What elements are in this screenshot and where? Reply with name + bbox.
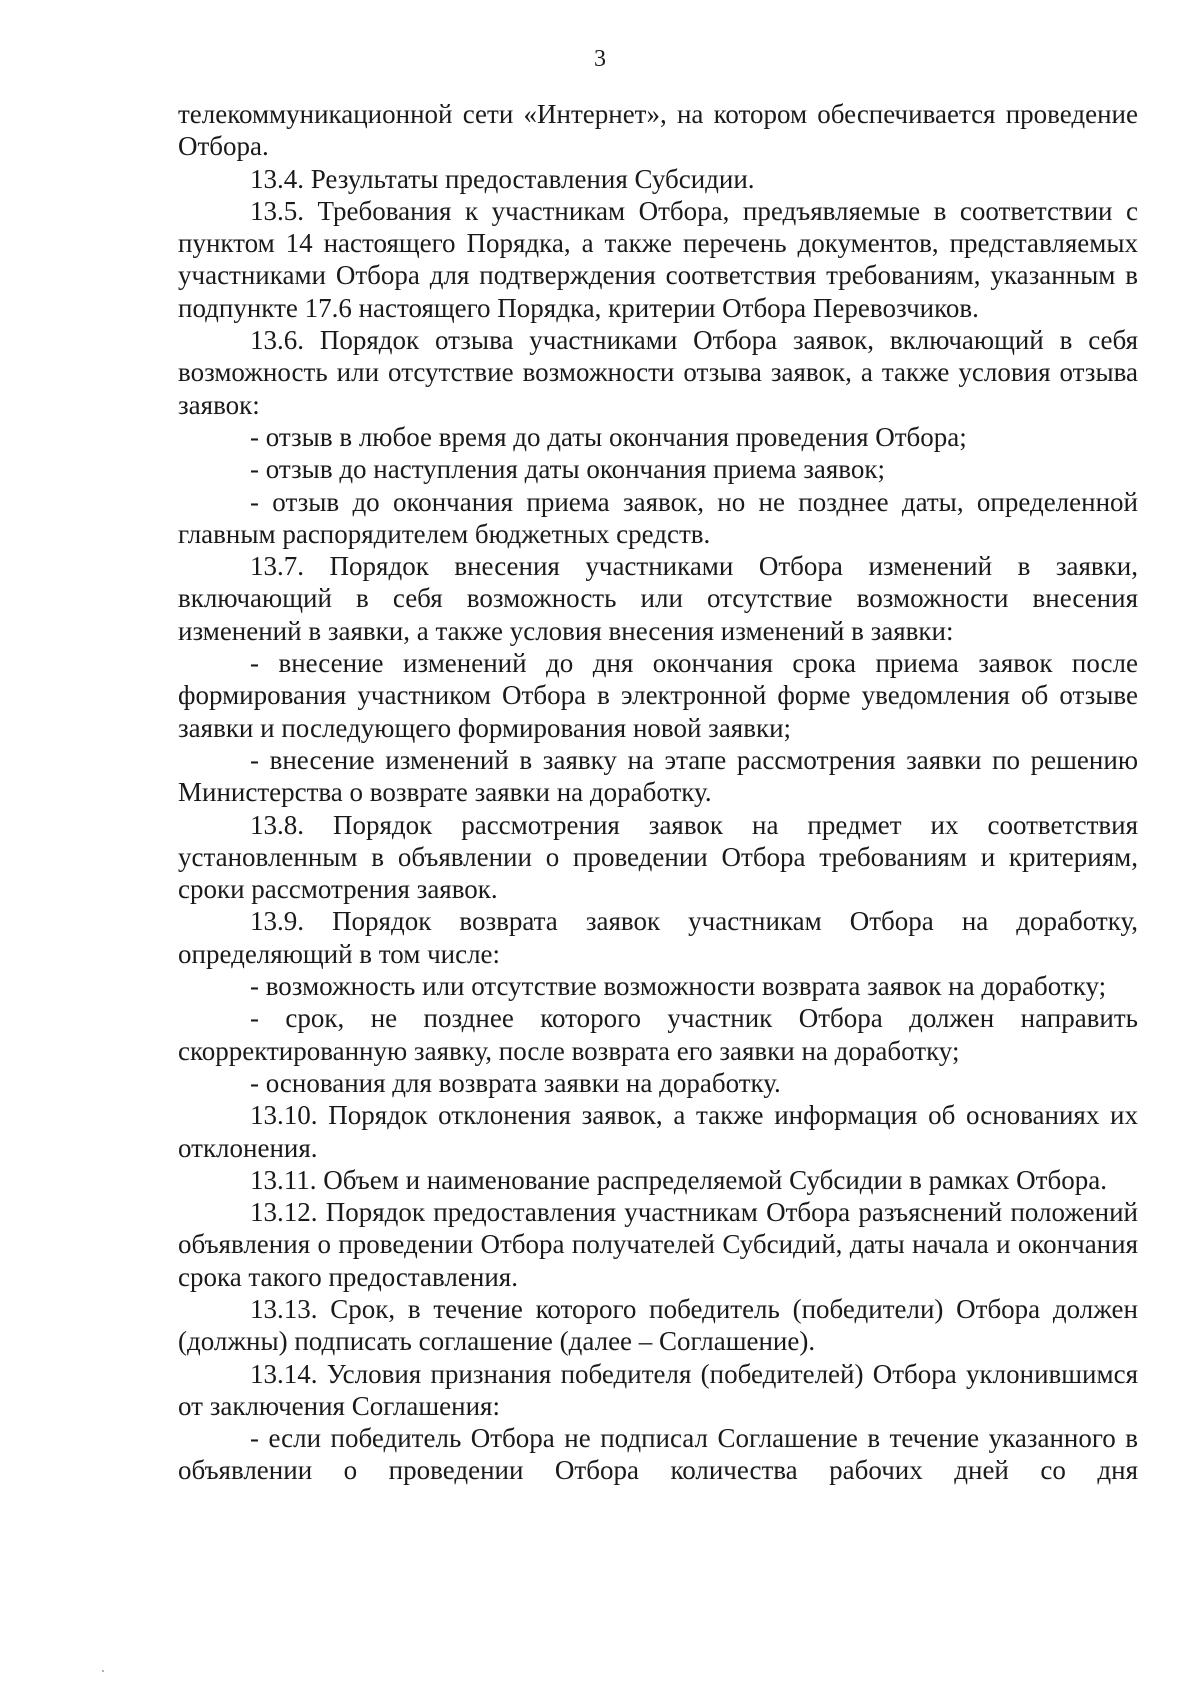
paragraph: - отзыв до наступления даты окончания приема заявок; [250,454,885,485]
paragraph: - отзыв до окончания приема заявок, но не позднее даты, определенной главным распорядителем бюджетных средств. [178,486,1138,549]
scan-speck [102,1670,104,1672]
paragraph: 13.14. Условия признания победителя (победителей) Отбора уклонившимся от заключения Соглашения: [178,1358,1138,1421]
paragraph: телекоммуникационной сети «Интернет», на котором обеспечивается проведение Отбора. [178,99,1138,162]
paragraph: 13.12. Порядок предоставления участникам Отбора разъяснений положений объявления о проведении Отбора получателей Субсидий, даты начала и окончания срока такого предоставления. [178,1197,1138,1292]
paragraph: 13.8. Порядок рассмотрения заявок на предмет их соответствия установленным в объявлении о проведении Отбора требованиям и критериям, сроки рассмотрения заявок. [178,809,1138,905]
paragraph: - возможность или отсутствие возможности возврата заявок на доработку; [250,971,1107,1002]
paragraph: - если победитель Отбора не подписал Соглашение в течение указанного в объявлении о проведении Отбора количества рабочих дней со дня [178,1423,1138,1486]
paragraph: 13.7. Порядок внесения участниками Отбора изменений в заявки, включающий в себя возможность или отсутствие возможности внесения изменений в заявки, а также условия внесения изменений в заявки: [178,551,1138,646]
paragraph: - внесение изменений до дня окончания срока приема заявок после формирования участником Отбора в электронной форме уведомления об отзыве заявки и последующего формирования новой заявки; [178,648,1138,743]
paragraph: 13.9. Порядок возврата заявок участникам Отбора на доработку, определяющий в том числе: [178,906,1138,969]
paragraph: 13.4. Результаты предоставления Субсидии. [250,163,755,194]
paragraph: 13.5. Требования к участникам Отбора, предъявляемые в соответствии с пунктом 14 настоящего Порядка, а также перечень документов, представляемых участниками Отбора для подтверждения соответствия требованиям, указанным в подпункте 17.6 настоящего Порядка, критерии Отбора Перевозчиков. [178,195,1138,323]
paragraph: 13.11. Объем и наименование распределяемой Субсидии в рамках Отбора. [250,1164,1107,1195]
paragraph: - срок, не позднее которого участник Отбора должен направить скорректированную заявку, после возврата его заявки на доработку; [178,1003,1138,1066]
paragraph: - отзыв в любое время до даты окончания проведения Отбора; [250,421,967,452]
document-body [178,98,1138,1487]
paragraph: - основания для возврата заявки на доработку. [250,1067,781,1098]
paragraph: 13.6. Порядок отзыва участниками Отбора заявок, включающий в себя возможность или отсутствие возможности отзыва заявок, а также условия отзыва заявок: [178,325,1138,420]
paragraph: - внесение изменений в заявку на этапе рассмотрения заявки по решению Министерства о возврате заявки на доработку. [178,744,1138,808]
page-number: 3 [594,46,606,72]
paragraph: 13.10. Порядок отклонения заявок, а также информация об основаниях их отклонения. [178,1100,1138,1163]
paragraph: 13.13. Срок, в течение которого победитель (победители) Отбора должен (должны) подписать соглашение (далее – Соглашение). [178,1293,1138,1357]
